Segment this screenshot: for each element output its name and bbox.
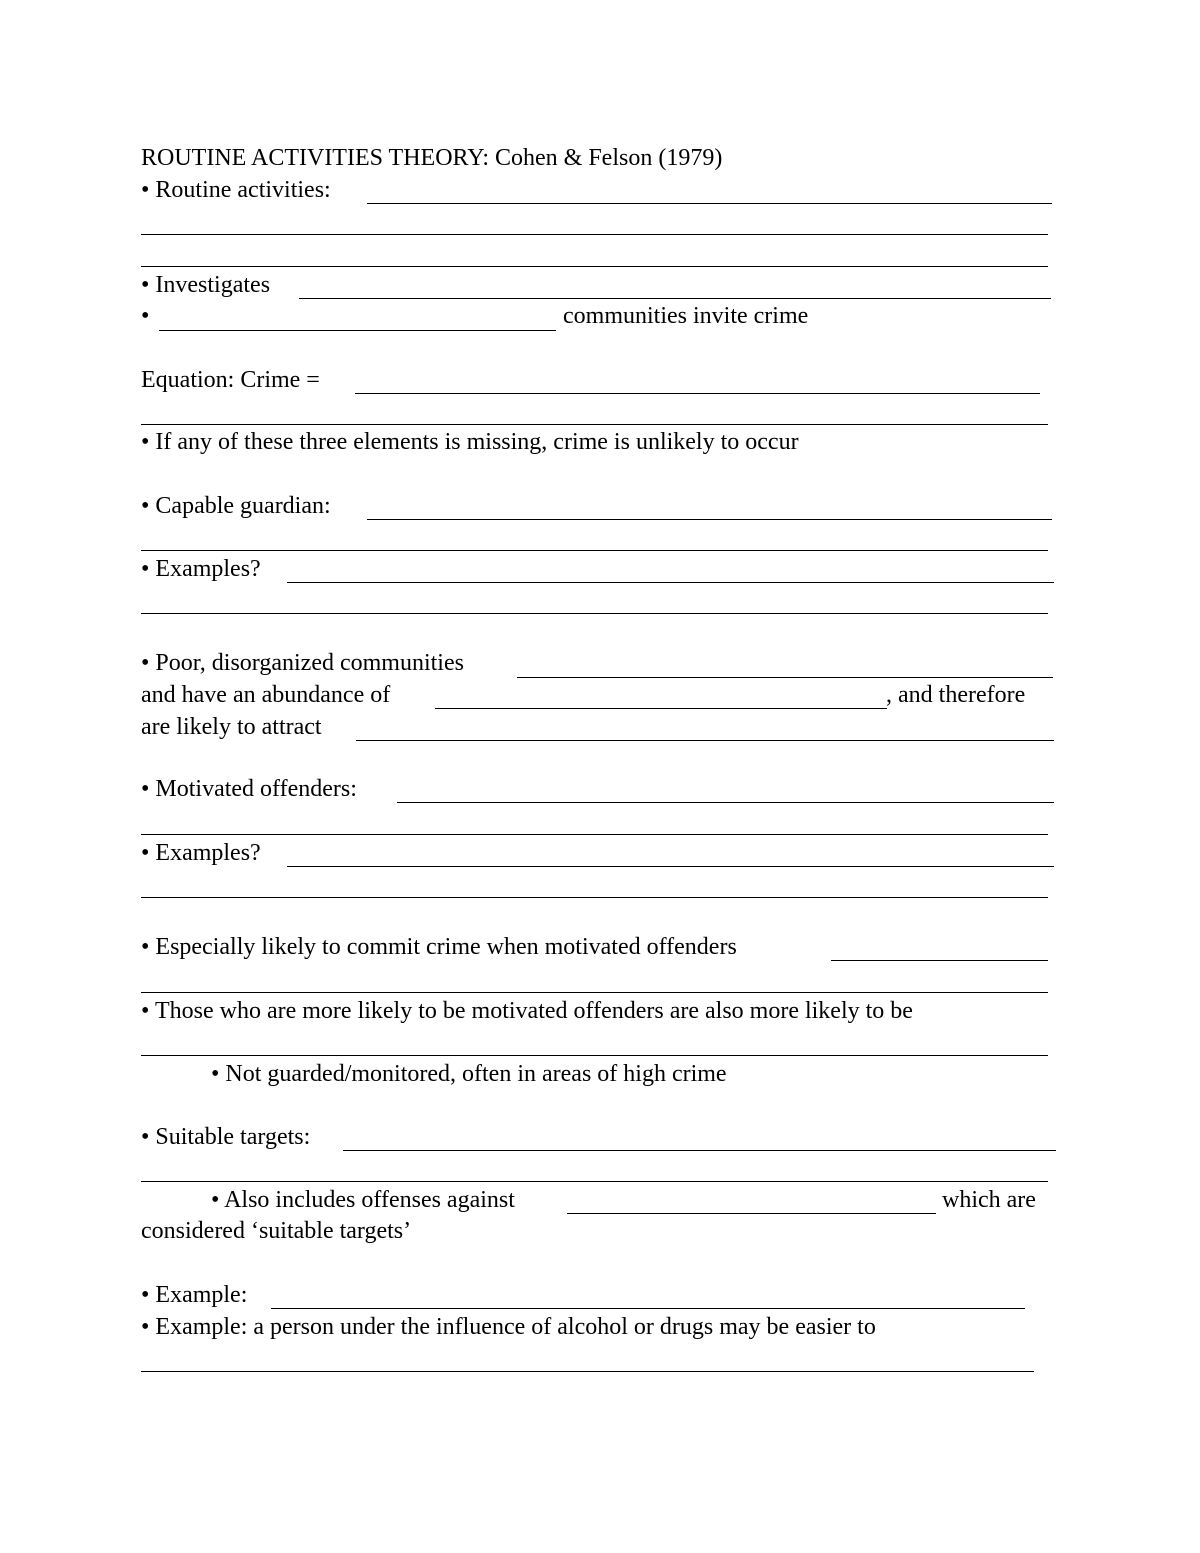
example-blank-1[interactable] (271, 1308, 1025, 1309)
examples-blank-1a[interactable] (287, 582, 1054, 583)
capable-guardian-blank-2[interactable] (141, 550, 1048, 551)
offenses-against-text: • Also includes offenses against (211, 1187, 515, 1213)
motivated-offenders-blank-1[interactable] (397, 802, 1054, 803)
motivated-offenders-label: • Motivated offenders: (141, 776, 357, 802)
especially-likely-blank-2[interactable] (141, 992, 1048, 993)
those-who-blank[interactable] (141, 1055, 1048, 1056)
routine-activities-blank-1[interactable] (367, 203, 1052, 204)
routine-activities-label: • Routine activities: (141, 177, 331, 203)
example-blank-2[interactable] (141, 1371, 1034, 1372)
examples-label-1: • Examples? (141, 556, 261, 582)
communities-invite-crime-text: communities invite crime (563, 303, 809, 329)
and-therefore-text: , and therefore (886, 682, 1026, 708)
likely-to-attract-blank[interactable] (356, 740, 1054, 741)
example-label-1: • Example: (141, 1282, 248, 1308)
abundance-blank[interactable] (435, 708, 887, 709)
examples-label-2: • Examples? (141, 840, 261, 866)
routine-activities-blank-2[interactable] (141, 234, 1048, 235)
equation-blank-2[interactable] (141, 424, 1048, 425)
communities-blank[interactable] (159, 330, 556, 331)
poor-communities-blank[interactable] (517, 677, 1053, 678)
not-guarded-text: • Not guarded/monitored, often in areas of high crime (211, 1061, 727, 1087)
equation-blank-1[interactable] (355, 393, 1040, 394)
especially-likely-text: • Especially likely to commit crime when motivated offenders (141, 934, 737, 960)
motivated-offenders-blank-2[interactable] (141, 834, 1048, 835)
three-elements-text: • If any of these three elements is missing, crime is unlikely to occur (141, 429, 799, 455)
equation-label: Equation: Crime = (141, 367, 320, 393)
investigates-label: • Investigates (141, 272, 271, 298)
which-are-text: which are (942, 1187, 1036, 1213)
especially-likely-blank-1[interactable] (831, 960, 1048, 961)
investigates-blank[interactable] (299, 298, 1051, 299)
offenses-against-blank[interactable] (567, 1213, 936, 1214)
suitable-targets-blank-2[interactable] (141, 1181, 1048, 1182)
capable-guardian-label: • Capable guardian: (141, 493, 331, 519)
capable-guardian-blank-1[interactable] (367, 519, 1052, 520)
routine-activities-blank-3[interactable] (141, 266, 1048, 267)
worksheet-title: ROUTINE ACTIVITIES THEORY: Cohen & Felson (1979) (141, 145, 723, 171)
example-label-2: • Example: a person under the influence of alcohol or drugs may be easier to (141, 1314, 876, 1340)
examples-blank-2a[interactable] (287, 866, 1054, 867)
those-who-text: • Those who are more likely to be motivated offenders are also more likely to be (141, 998, 913, 1024)
poor-communities-text: • Poor, disorganized communities (141, 650, 464, 676)
suitable-targets-blank-1[interactable] (343, 1150, 1056, 1151)
likely-to-attract-text: are likely to attract (141, 714, 322, 740)
considered-suitable-text: considered ‘suitable targets’ (141, 1218, 412, 1244)
bullet: • (141, 303, 150, 329)
examples-blank-2b[interactable] (141, 897, 1048, 898)
abundance-of-text: and have an abundance of (141, 682, 391, 708)
examples-blank-1b[interactable] (141, 613, 1048, 614)
suitable-targets-label: • Suitable targets: (141, 1124, 311, 1150)
